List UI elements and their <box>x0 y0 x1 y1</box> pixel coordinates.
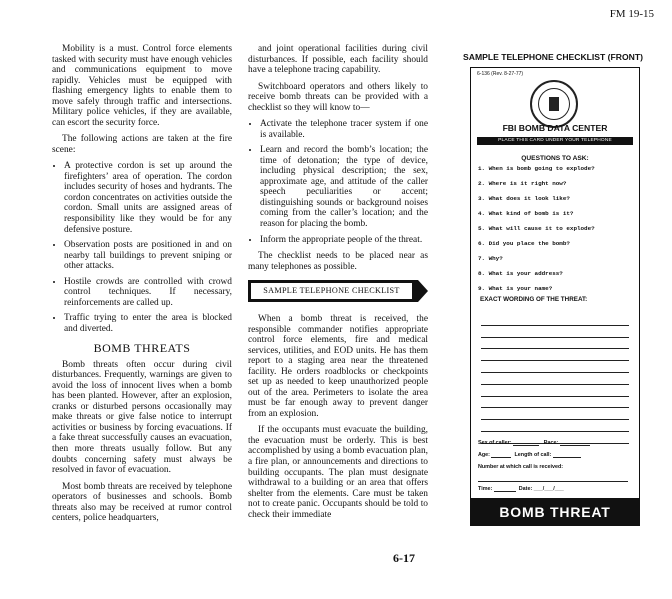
arrow-label-text: SAMPLE TELEPHONE CHECKLIST <box>251 283 412 299</box>
blank-line <box>481 338 629 350</box>
blank-line <box>481 408 629 420</box>
field-row <box>478 440 634 446</box>
list-item: • Hostile crowds are controlled with crowd control techniques. If necessary, reinforcements are called up. <box>64 277 232 309</box>
sex-label: Sex of caller: <box>478 440 512 446</box>
middle-column <box>248 44 428 526</box>
blank-line <box>481 385 629 397</box>
card-center-title: FBI BOMB DATA CENTER <box>502 123 608 133</box>
bullet-list <box>248 119 428 245</box>
list-item: • Activate the telephone tracer system if one is available. <box>260 119 428 140</box>
blank-line <box>481 349 629 361</box>
left-column <box>52 44 232 530</box>
paragraph: The checklist needs to be placed near as many telephones as possible. <box>248 251 428 272</box>
blank-line <box>481 397 629 409</box>
field-row <box>478 452 634 458</box>
number-label: Number at which call is received: <box>478 464 564 470</box>
question-item: 4. What kind of bomb is it? <box>478 210 574 217</box>
paragraph: Mobility is a must. Control force elements tasked with security must have enough vehicles and communications equipment to move rapidly. Vehicles must be equipped with flashing emergency lights to enable them to move safely through traffic and intersections. Military police vehicles, if they are available, can escort the security force. <box>52 44 232 128</box>
question-item: 3. What does it look like? <box>478 195 570 202</box>
sex-blank <box>513 445 539 446</box>
questions-list <box>478 165 628 300</box>
question-item: 7. Why? <box>478 255 503 262</box>
paragraph: Most bomb threats are received by telephone operators of businesses and schools. Bomb threats also may be received at rumor control centers, police headquarters, <box>52 481 232 524</box>
caller-fields <box>478 440 634 488</box>
date-slashes: ___/___/___ <box>533 486 564 492</box>
length-label: Length of call: <box>514 452 552 458</box>
paragraph: and joint operational facilities during civil disturbances. If possible, each facility should have a telephone tracing capability. <box>248 44 428 76</box>
list-item: • Inform the appropriate people of the threat. <box>260 235 428 246</box>
number-blank <box>478 481 628 482</box>
race-blank <box>560 445 590 446</box>
length-blank <box>553 457 581 458</box>
date-label: Date: <box>518 486 533 492</box>
blank-line <box>481 420 629 432</box>
questions-heading: QUESTIONS TO ASK: <box>521 155 589 162</box>
field-row <box>478 464 634 470</box>
list-item: • Learn and record the bomb’s location; the time of detonation; the type of device, including physical description; the sex, approximate age, and attitude of the caller speech peculiarities or accent; distinguishing sounds or background noises coming from the caller’s location; and the reason for placing the bomb. <box>260 145 428 229</box>
question-item: 8. What is your address? <box>478 270 563 277</box>
manual-reference: FM 19-15 <box>609 8 654 20</box>
blank-line <box>481 326 629 338</box>
list-item: • Observation posts are positioned in and on nearby tall buildings to prevent sniping or other attacks. <box>64 240 232 272</box>
paragraph: If the occupants must evacuate the building, the evacuation must be orderly. This is best accomplished by using a bomb evacuation plan, a fire plan, or announcements and directions to building occupants. The plan must designate withdrawal to a building or an area that offers shelter from the elements. Care must be taken not to create panic. Occupants should be told to check their immediate <box>248 425 428 520</box>
bomb-threat-footer: BOMB THREAT <box>470 498 640 526</box>
bullet-list <box>52 161 232 334</box>
telephone-checklist-card <box>470 67 640 526</box>
paragraph: Switchboard operators and others likely to receive bomb threats can be provided with a checklist so they will know to— <box>248 81 428 113</box>
question-item: 9. What is your name? <box>478 285 553 292</box>
question-item: 6. Did you place the bomb? <box>478 240 570 247</box>
blank-line <box>481 361 629 373</box>
place-card-banner: PLACE THIS CARD UNDER YOUR TELEPHONE <box>477 137 633 145</box>
list-item: • Traffic trying to enter the area is blocked and diverted. <box>64 313 232 334</box>
field-row <box>478 476 634 482</box>
form-number: 6-136 (Rev. 8-27-77) <box>477 71 524 77</box>
time-date-row <box>478 486 634 492</box>
time-blank <box>494 491 516 492</box>
wording-heading: EXACT WORDING OF THE THREAT: <box>480 296 588 303</box>
section-heading: BOMB THREATS <box>93 341 191 356</box>
question-item: 5. What will cause it to explode? <box>478 225 595 232</box>
paragraph: Bomb threats often occur during civil disturbances. Frequently, warnings are given to avoid the loss of innocent lives when a bomb has been planted. However, after an explosion, cranks or disturbed persons occasionally may make threats or give false notice to interrupt activities or business by forcing evacuations. If a fake threat successfully causes an evacuation, then more threats usually follow. But any doubts concerning safety must always be resolved in favor of evacuation. <box>52 359 232 476</box>
page-number: 6-17 <box>393 551 415 565</box>
time-label: Time: <box>478 486 493 492</box>
blank-line <box>481 373 629 385</box>
threat-wording-lines <box>481 314 629 444</box>
paragraph: When a bomb threat is received, the responsible commander notifies appropriate control force elements, fire and medical services, utilities, and EOD units. He has them report to a staging area near the threatened facility. He orders roadblocks or checkpoints set up as needed to keep unauthorized people out of the area. Perimeters to isolate the area must be far enough away to prevent danger from an explosion. <box>248 314 428 419</box>
card-caption: SAMPLE TELEPHONE CHECKLIST (FRONT) <box>463 52 643 62</box>
fbi-seal-icon <box>530 80 578 128</box>
age-blank <box>491 457 511 458</box>
checklist-arrow-label <box>248 280 418 302</box>
race-label: Race: <box>543 440 559 446</box>
paragraph: The following actions are taken at the fire scene: <box>52 134 232 155</box>
age-label: Age: <box>478 452 490 458</box>
question-item: 1. When is bomb going to explode? <box>478 165 595 172</box>
list-item: • A protective cordon is set up around the firefighters’ area of operation. The cordon includes security of hoses and hydrants. The cordon concentrates on activities outside the cordon. Small units are assigned areas of responsibility like they would be for any defensive posture. <box>64 161 232 235</box>
question-item: 2. Where is it right now? <box>478 180 567 187</box>
blank-line <box>481 314 629 326</box>
